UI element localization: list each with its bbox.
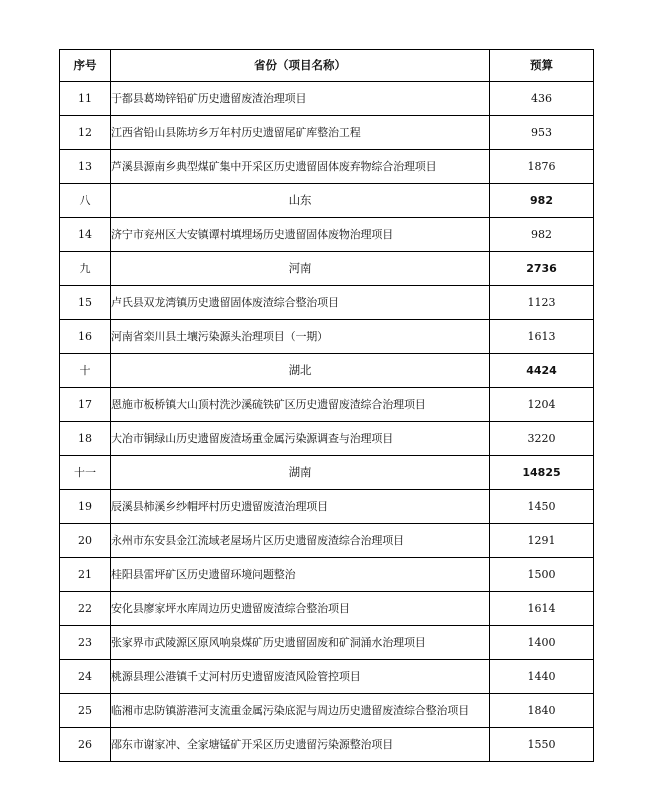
table-row: [60, 660, 594, 694]
row-seq-cell: 22: [60, 592, 111, 626]
budget-cell: 982: [490, 218, 594, 252]
budget-cell: 1123: [490, 286, 594, 320]
row-seq-cell: 12: [60, 116, 111, 150]
header-seq: 序号: [60, 50, 111, 82]
project-name-cell: 张家界市武陵源区原风响泉煤矿历史遗留固废和矿洞涌水治理项目: [111, 626, 490, 660]
table-row: [60, 728, 594, 762]
province-name-cell: 湖北: [111, 354, 490, 388]
budget-cell: 1204: [490, 388, 594, 422]
table-row: [60, 82, 594, 116]
row-seq-cell: 21: [60, 558, 111, 592]
row-seq-cell: 16: [60, 320, 111, 354]
project-name-cell: 于都县葛坳锌铅矿历史遗留废渣治理项目: [111, 82, 490, 116]
province-row: [60, 456, 594, 490]
table-row: [60, 626, 594, 660]
budget-cell: 1550: [490, 728, 594, 762]
project-name-cell: 安化县廖家坪水库周边历史遗留废渣综合整治项目: [111, 592, 490, 626]
table-row: [60, 592, 594, 626]
project-name-cell: 江西省铅山县陈坊乡万年村历史遗留尾矿库整治工程: [111, 116, 490, 150]
budget-cell: 3220: [490, 422, 594, 456]
table-body: [60, 82, 594, 762]
table-row: [60, 150, 594, 184]
row-seq-cell: 19: [60, 490, 111, 524]
budget-cell: 436: [490, 82, 594, 116]
table-row: [60, 320, 594, 354]
project-name-cell: 卢氏县双龙湾镇历史遗留固体废渣综合整治项目: [111, 286, 490, 320]
project-name-cell: 临湘市忠防镇游港河支流重金属污染底泥与周边历史遗留废渣综合整治项目: [111, 694, 490, 728]
header-name: 省份（项目名称）: [111, 50, 490, 82]
province-name-cell: 河南: [111, 252, 490, 286]
project-name-cell: 大冶市铜绿山历史遗留废渣场重金属污染源调查与治理项目: [111, 422, 490, 456]
budget-cell: 1876: [490, 150, 594, 184]
budget-cell: 1440: [490, 660, 594, 694]
project-name-cell: 辰溪县柿溪乡纱帽坪村历史遗留废渣治理项目: [111, 490, 490, 524]
row-seq-cell: 13: [60, 150, 111, 184]
row-seq-cell: 25: [60, 694, 111, 728]
row-seq-cell: 11: [60, 82, 111, 116]
budget-cell: 982: [490, 184, 594, 218]
table-row: [60, 490, 594, 524]
budget-cell: 1840: [490, 694, 594, 728]
project-name-cell: 河南省栾川县土壤污染源头治理项目（一期）: [111, 320, 490, 354]
budget-cell: 1614: [490, 592, 594, 626]
budget-cell: 14825: [490, 456, 594, 490]
row-seq-cell: 八: [60, 184, 111, 218]
project-name-cell: 恩施市板桥镇大山顶村洗沙溪硫铁矿区历史遗留废渣综合治理项目: [111, 388, 490, 422]
table-row: [60, 694, 594, 728]
province-name-cell: 湖南: [111, 456, 490, 490]
project-name-cell: 桂阳县雷坪矿区历史遗留环境问题整治: [111, 558, 490, 592]
row-seq-cell: 20: [60, 524, 111, 558]
table-row: [60, 388, 594, 422]
row-seq-cell: 17: [60, 388, 111, 422]
project-name-cell: 芦溪县源南乡典型煤矿集中开采区历史遗留固体废弃物综合治理项目: [111, 150, 490, 184]
province-row: [60, 184, 594, 218]
table-header-row: [60, 50, 594, 82]
row-seq-cell: 18: [60, 422, 111, 456]
budget-cell: 1450: [490, 490, 594, 524]
row-seq-cell: 14: [60, 218, 111, 252]
row-seq-cell: 九: [60, 252, 111, 286]
row-seq-cell: 26: [60, 728, 111, 762]
province-row: [60, 354, 594, 388]
budget-table: [59, 49, 594, 762]
budget-cell: 2736: [490, 252, 594, 286]
budget-cell: 953: [490, 116, 594, 150]
project-name-cell: 邵东市谢家冲、全家塘锰矿开采区历史遗留污染源整治项目: [111, 728, 490, 762]
document-page: [59, 49, 593, 762]
budget-cell: 1613: [490, 320, 594, 354]
project-name-cell: 济宁市兖州区大安镇谭村填埋场历史遗留固体废物治理项目: [111, 218, 490, 252]
row-seq-cell: 24: [60, 660, 111, 694]
table-row: [60, 524, 594, 558]
budget-cell: 1291: [490, 524, 594, 558]
table-row: [60, 218, 594, 252]
table-row: [60, 286, 594, 320]
budget-cell: 4424: [490, 354, 594, 388]
header-budget: 预算: [490, 50, 594, 82]
row-seq-cell: 23: [60, 626, 111, 660]
budget-cell: 1500: [490, 558, 594, 592]
province-row: [60, 252, 594, 286]
table-row: [60, 422, 594, 456]
row-seq-cell: 15: [60, 286, 111, 320]
table-row: [60, 558, 594, 592]
project-name-cell: 桃源县理公港镇千丈河村历史遗留废渣风险管控项目: [111, 660, 490, 694]
row-seq-cell: 十一: [60, 456, 111, 490]
project-name-cell: 永州市东安县金江流域老屋场片区历史遗留废渣综合治理项目: [111, 524, 490, 558]
budget-cell: 1400: [490, 626, 594, 660]
row-seq-cell: 十: [60, 354, 111, 388]
table-row: [60, 116, 594, 150]
province-name-cell: 山东: [111, 184, 490, 218]
